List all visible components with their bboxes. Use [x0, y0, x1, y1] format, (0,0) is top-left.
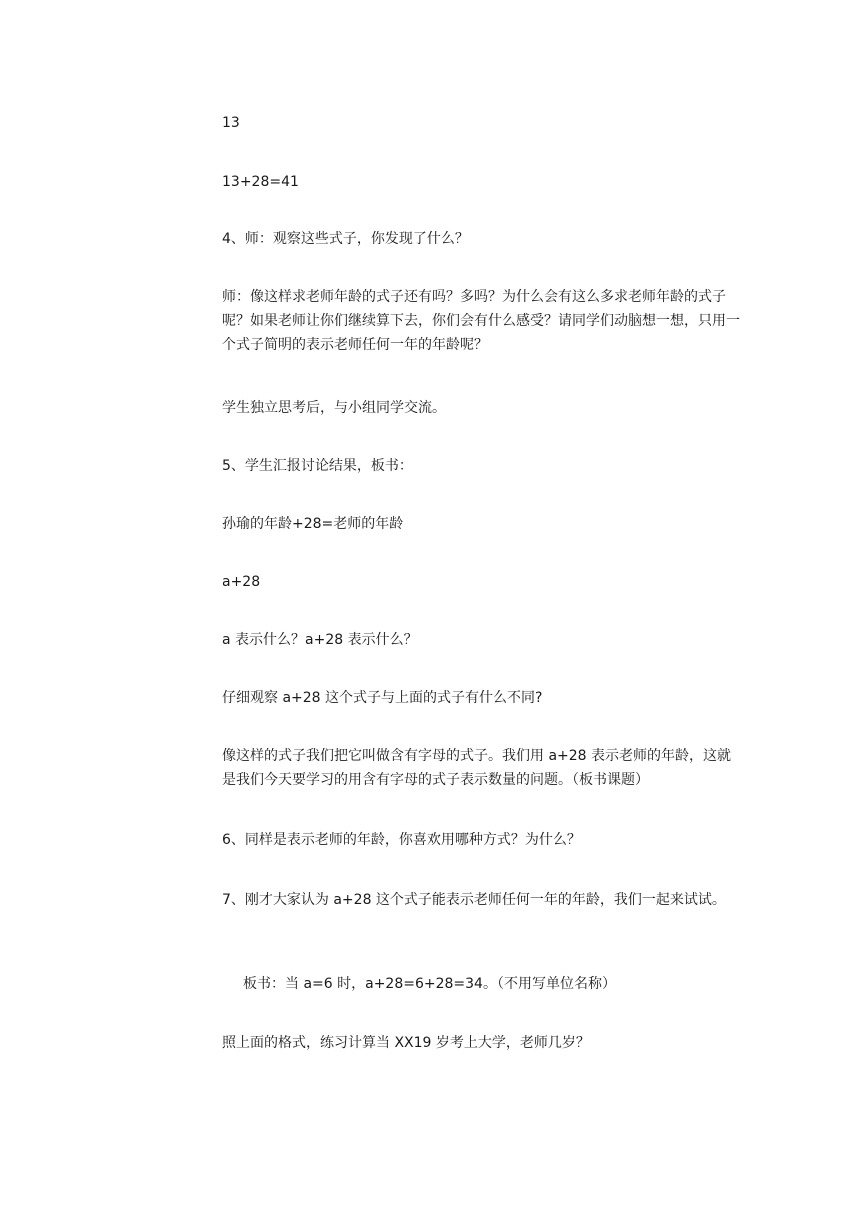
- paragraph-practice: 照上面的格式，练习计算当 XX19 岁考上大学，老师几岁？: [222, 1035, 590, 1051]
- paragraph-13: 13: [222, 115, 240, 131]
- paragraph-teacher-question: 师：像这样求老师年龄的式子还有吗？多吗？为什么会有这么多求老师年龄的式子呢？如果老师让你们继续算下去，你们会有什么感受？请同学们动脑想一想，只用一个式子简明的表示老师任何一年的年龄呢？: [222, 289, 740, 353]
- paragraph-step-7: 7、刚才大家认为 a+28 这个式子能表示老师任何一年的年龄，我们一起来试试。: [222, 892, 726, 908]
- paragraph-age-formula: 孙瑜的年龄+28=老师的年龄: [222, 516, 404, 532]
- paragraph-step-6: 6、同样是表示老师的年龄，你喜欢用哪种方式？为什么？: [222, 832, 581, 848]
- paragraph-step-4: 4、师：观察这些式子，你发现了什么？: [222, 231, 469, 247]
- paragraph-blackboard: 板书：当 a=6 时，a+28=6+28=34。（不用写单位名称）: [243, 976, 616, 992]
- paragraph-student-think: 学生独立思考后，与小组同学交流。: [222, 400, 446, 416]
- paragraph-letter-expression: 像这样的式子我们把它叫做含有字母的式子。我们用 a+28 表示老师的年龄，这就是我们今天要学习的用含有字母的式子表示数量的问题。（板书课题）: [222, 748, 732, 788]
- paragraph-observe-difference: 仔细观察 a+28 这个式子与上面的式子有什么不同?: [222, 690, 543, 706]
- paragraph-a-plus-28: a+28: [222, 574, 261, 590]
- paragraph-what-means: a 表示什么？a+28 表示什么？: [222, 632, 418, 648]
- paragraph-equation-13-28: 13+28=41: [222, 174, 299, 190]
- paragraph-step-5: 5、学生汇报讨论结果，板书：: [222, 458, 413, 474]
